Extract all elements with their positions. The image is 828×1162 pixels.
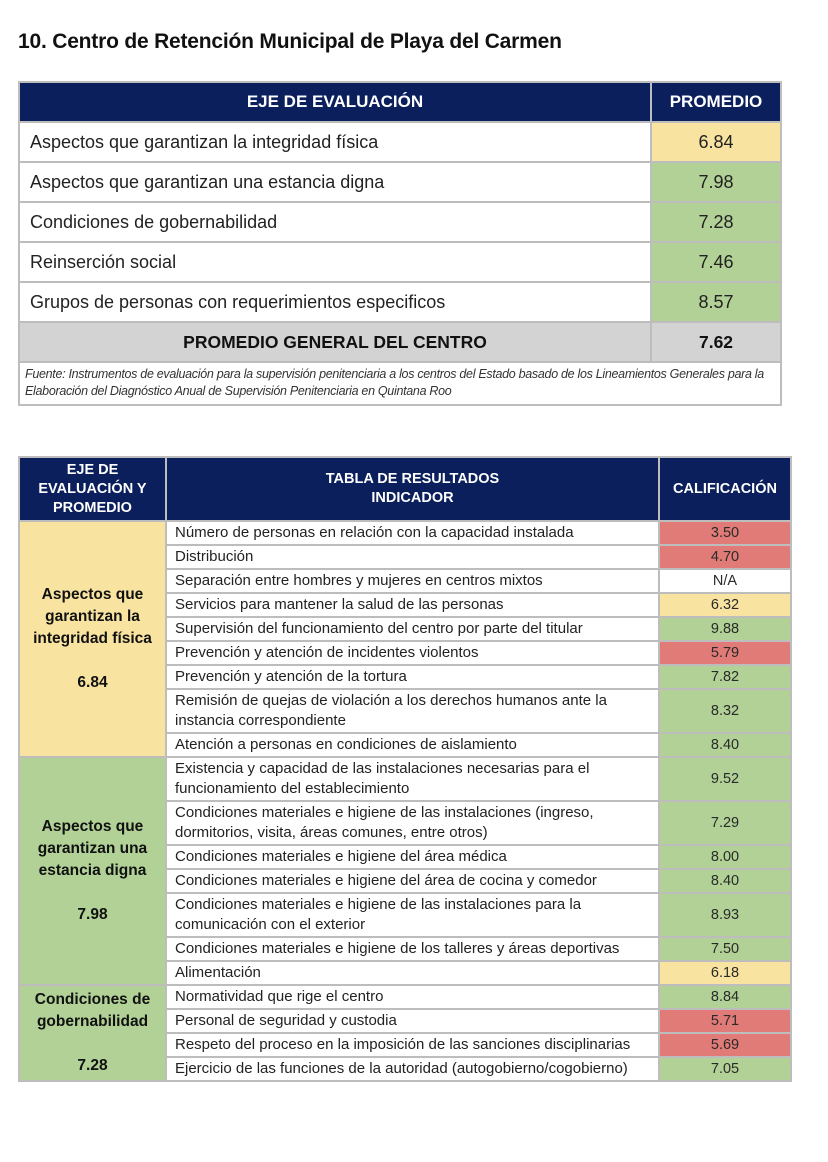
summary-header-row [19, 82, 781, 122]
axis-group-name: Condiciones de gobernabilidad [34, 991, 151, 1030]
summary-axis-label: Aspectos que garantizan una estancia digna [19, 162, 651, 202]
indicator-score: 9.88 [659, 617, 791, 641]
indicator-label: Respeto del proceso en la imposición de las sanciones disciplinarias [166, 1033, 659, 1057]
indicator-label: Alimentación [166, 961, 659, 985]
indicator-label: Atención a personas en condiciones de aislamiento [166, 733, 659, 757]
indicator-score: 3.50 [659, 521, 791, 545]
axis-group-cell [19, 521, 166, 757]
source-note: Fuente: Instrumentos de evaluación para la supervisión penitenciaria a los centros del Estado basado de los Lineamientos Generales para la Elaboración del Diagnóstico Anual de Supervisión Penitenciaria en Quintana Roo [19, 362, 781, 405]
header-score: CALIFICACIÓN [659, 457, 791, 521]
indicator-label: Existencia y capacidad de las instalaciones necesarias para el funcionamiento del establecimiento [166, 757, 659, 801]
header-indicator-line2: INDICADOR [371, 490, 454, 506]
indicator-score: 5.71 [659, 1009, 791, 1033]
indicator-score: 4.70 [659, 545, 791, 569]
total-value: 7.62 [651, 322, 781, 362]
axis-group-cell [19, 757, 166, 985]
page-title: 10. Centro de Retención Municipal de Playa del Carmen [18, 30, 562, 53]
indicator-label: Normatividad que rige el centro [166, 985, 659, 1009]
summary-average-value: 7.98 [651, 162, 781, 202]
indicator-label: Remisión de quejas de violación a los derechos humanos ante la instancia correspondiente [166, 689, 659, 733]
indicator-label: Número de personas en relación con la capacidad instalada [166, 521, 659, 545]
indicator-label: Condiciones materiales e higiene del área médica [166, 845, 659, 869]
indicator-score: N/A [659, 569, 791, 593]
indicator-score: 7.29 [659, 801, 791, 845]
indicator-score: 8.32 [659, 689, 791, 733]
indicator-label: Distribución [166, 545, 659, 569]
indicator-score: 7.82 [659, 665, 791, 689]
indicator-score: 6.32 [659, 593, 791, 617]
indicator-score: 5.79 [659, 641, 791, 665]
summary-axis-label: Grupos de personas con requerimientos especificos [19, 282, 651, 322]
indicator-label: Condiciones materiales e higiene del área de cocina y comedor [166, 869, 659, 893]
header-indicator [166, 457, 659, 521]
indicator-score: 7.05 [659, 1057, 791, 1081]
indicator-label: Personal de seguridad y custodia [166, 1009, 659, 1033]
indicator-score: 7.50 [659, 937, 791, 961]
axis-group-name: Aspectos que garantizan una estancia digna [37, 818, 148, 879]
indicator-label: Condiciones materiales e higiene de los talleres y áreas deportivas [166, 937, 659, 961]
summary-average-value: 7.46 [651, 242, 781, 282]
results-table [18, 456, 792, 1082]
summary-table [18, 81, 782, 406]
indicator-label: Condiciones materiales e higiene de las instalaciones para la comunicación con el exterior [166, 893, 659, 937]
axis-group-cell [19, 985, 166, 1081]
indicator-score: 9.52 [659, 757, 791, 801]
indicator-score: 8.40 [659, 733, 791, 757]
indicator-score: 8.00 [659, 845, 791, 869]
indicator-row [19, 757, 791, 801]
indicator-label: Prevención y atención de la tortura [166, 665, 659, 689]
summary-average-value: 6.84 [651, 122, 781, 162]
indicator-label: Servicios para mantener la salud de las personas [166, 593, 659, 617]
summary-row [19, 122, 781, 162]
summary-row [19, 282, 781, 322]
summary-average-value: 7.28 [651, 202, 781, 242]
source-row [19, 362, 781, 405]
indicator-score: 6.18 [659, 961, 791, 985]
indicator-row [19, 521, 791, 545]
summary-axis-label: Reinserción social [19, 242, 651, 282]
axis-group-score: 6.84 [77, 674, 108, 691]
header-axis-average: EJE DE EVALUACIÓN Y PROMEDIO [19, 457, 166, 521]
summary-average-value: 8.57 [651, 282, 781, 322]
total-row [19, 322, 781, 362]
total-label: PROMEDIO GENERAL DEL CENTRO [19, 322, 651, 362]
indicator-score: 8.84 [659, 985, 791, 1009]
results-header-row [19, 457, 791, 521]
axis-group-score: 7.98 [77, 906, 108, 923]
indicator-score: 8.93 [659, 893, 791, 937]
axis-group-name: Aspectos que garantizan la integridad física [33, 586, 152, 647]
summary-axis-label: Condiciones de gobernabilidad [19, 202, 651, 242]
axis-group-score: 7.28 [77, 1057, 108, 1074]
summary-axis-label: Aspectos que garantizan la integridad física [19, 122, 651, 162]
indicator-score: 8.40 [659, 869, 791, 893]
header-indicator-line1: TABLA DE RESULTADOS [325, 471, 500, 487]
summary-row [19, 242, 781, 282]
indicator-label: Prevención y atención de incidentes violentos [166, 641, 659, 665]
indicator-label: Separación entre hombres y mujeres en centros mixtos [166, 569, 659, 593]
header-average: PROMEDIO [651, 82, 781, 122]
indicator-label: Supervisión del funcionamiento del centro por parte del titular [166, 617, 659, 641]
indicator-label: Condiciones materiales e higiene de las instalaciones (ingreso, dormitorios, visita, áreas comunes, entre otros) [166, 801, 659, 845]
indicator-score: 5.69 [659, 1033, 791, 1057]
header-axis: EJE DE EVALUACIÓN [19, 82, 651, 122]
indicator-row [19, 985, 791, 1009]
summary-row [19, 162, 781, 202]
indicator-label: Ejercicio de las funciones de la autoridad (autogobierno/cogobierno) [166, 1057, 659, 1081]
summary-row [19, 202, 781, 242]
